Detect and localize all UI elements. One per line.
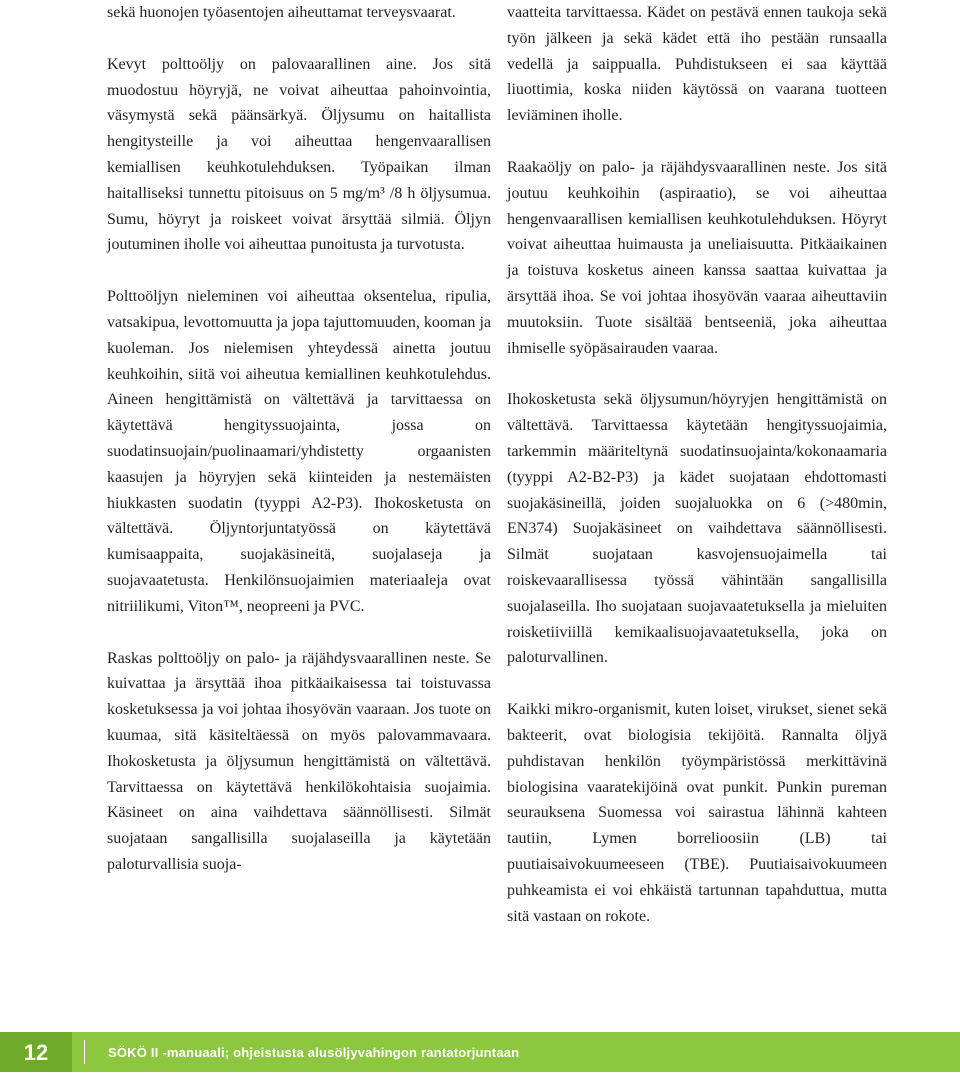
left-column xyxy=(107,0,491,878)
paragraph: Polttoöljyn nieleminen voi aiheuttaa oksentelua, ripulia, vatsakipua, levottomuutta ja jopa tajuttomuuden, kooman ja kuoleman. Jos nielemisen yhteydessä ainetta joutuu keuhkoihin, siitä voi aiheutua kemiallinen keuhkotulehdus. Aineen hengittämistä on vältettävä ja tarvittaessa on käytettävä hengityssuojainta, jossa on suodatinsuojain/puolinaamari/yhdistetty orgaanisten kaasujen ja höyryjen sekä kiinteiden ja nestemäisten hiukkasten suodatin (tyyppi A2-P3). Ihokosketusta on vältettävä. Öljyntorjuntatyössä on käytettävä kumisaappaita, suojakäsineitä, suojalaseja ja suojavaatetusta. Henkilönsuojaimien materiaaleja ovat nitriilikumi, Viton™, neopreeni ja PVC. xyxy=(107,288,491,615)
footer-title: SÖKÖ II -manuaali; ohjeistusta alusöljyvahingon rantatorjuntaan xyxy=(108,1045,520,1060)
paragraph: Raakaöljy on palo- ja räjähdysvaarallinen neste. Jos sitä joutuu keuhkoihin (aspiraatio), se voi aiheuttaa hengenvaarallisen kemiallisen keuhkotulehduksen. Höyryt voivat aiheuttaa huimausta ja uneliaisuutta. Pitkäaikainen ja toistuva kosketus aineen kanssa saattaa kuivattaa ja ärsyttää ihoa. Se voi johtaa ihosyövän vaaraa aiheuttaviin muutoksiin. Tuote sisältää bentseeniä, joka aiheuttaa ihmiselle syöpäsairauden vaaraa. xyxy=(507,158,887,357)
paragraph: Kaikki mikro-organismit, kuten loiset, virukset, sienet sekä bakteerit, ovat biologisia tekijöitä. Rannalta öljyä puhdistavan henkilön työympäristössä merkittävinä biologisina vaaratekijöinä ovat punkit. Punkin pureman seurauksena Suomessa voi sairastua lähinnä kahteen tautiin, Lymen borrelioosiin (LB) tai puutiaisaivokuumeeseen (TBE). Puutiaisaivokuumeen puhkeamista ei voi ehkäistä tartunnan tapahduttua, mutta sitä vastaan on rokote. xyxy=(507,701,887,925)
paragraph: Raskas polttoöljy on palo- ja räjähdysvaarallinen neste. Se kuivattaa ja ärsyttää ihoa pitkäaikaisessa tai toistuvassa kosketuksessa ja voi johtaa ihosyövän vaaraan. Jos tuote on kuumaa, sitä käsiteltäessä on myös palovammavaara. Ihokosketusta ja öljysumun hengittämistä on vältettävä. Tarvittaessa on käytettävä henkilökohtaisia suojaimia. Käsineet on aina vaihdettava säännöllisesti. Silmät suojataan sangallisilla suojalaseilla ja käytetään paloturvallisia suoja- xyxy=(107,649,491,873)
paragraph: Ihokosketusta sekä öljysumun/höyryjen hengittämistä on vältettävä. Tarvittaessa käytetään hengityssuojaimia, tarkemmin määriteltynä suodatinsuojainta/kokonaamaria (tyyppi A2-B2-P3) ja kädet suojataan ehdottomasti suojakäsineillä, joiden suojaluokka on 6 (>480min, EN374) Suojakäsineet on vaihdettava säännöllisesti. Silmät suojataan kasvojensuojaimella tai roiskevaarallisessa työssä vähintään sangallisilla suojalaseilla. Iho suojataan suojavaatetuksella ja mieluiten roisketiiviillä kemikaalisuojavaatetuksella, joka on paloturvallinen. xyxy=(507,391,887,667)
page-number: 12 xyxy=(0,1032,72,1072)
paragraph: vaatteita tarvittaessa. Kädet on pestävä ennen taukoja sekä työn jälkeen ja sekä kädet että iho pestään runsaalla vedellä ja saippualla. Puhdistukseen ei saa käyttää liuottimia, koska niiden käytössä on vaarana tuotteen leviäminen iholle. xyxy=(507,4,887,125)
paragraph: sekä huonojen työasentojen aiheuttamat terveysvaarat. xyxy=(107,4,456,21)
footer-divider xyxy=(84,1040,85,1064)
paragraph: Kevyt polttoöljy on palovaarallinen aine. Jos sitä muodostuu höyryjä, ne voivat aiheuttaa pahoinvointia, väsymystä sekä päänsärkyä. Öljysumu on haitallista hengitysteille ja voi aiheuttaa hengenvaarallisen kemiallisen keuhkotulehduksen. Työpaikan ilman haitalliseksi tunnettu pitoisuus on 5 mg/m³ /8 h öljysumua. Sumu, höyryt ja roiskeet voivat ärsyttää silmiä. Öljyn joutuminen iholle voi aiheuttaa punoitusta ja turvotusta. xyxy=(107,55,491,254)
page-footer xyxy=(0,1032,960,1072)
right-column xyxy=(507,0,887,929)
